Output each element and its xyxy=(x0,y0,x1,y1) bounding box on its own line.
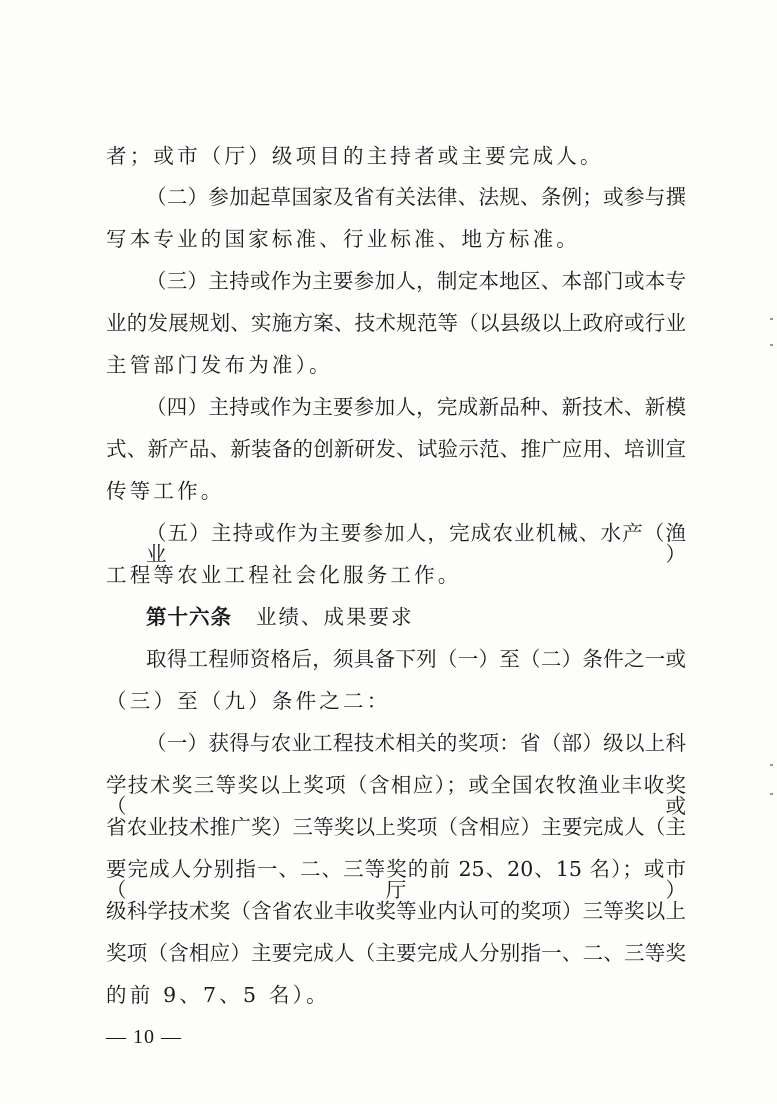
text-line: 奖项（含相应）主要完成人（主要完成人分别指一、二、三等奖 xyxy=(106,941,686,965)
text-line: 式、新产品、新装备的创新研发、试验示范、推广应用、培训宣 xyxy=(106,437,686,461)
text-line: 写本专业的国家标准、行业标准、地方标准。 xyxy=(106,227,580,251)
text-line: 传等工作。 xyxy=(106,479,225,503)
text-line: 的前 9、7、5 名）。 xyxy=(106,983,330,1007)
text-line: （三）主持或作为主要参加人，制定本地区、本部门或本专 xyxy=(146,269,686,293)
scan-mark xyxy=(770,344,773,346)
scan-mark xyxy=(770,793,773,795)
text-line: 学技术奖三等奖以上奖项（含相应）；或全国农牧渔业丰收奖（或 xyxy=(106,773,686,818)
text-line: 要完成人分别指一、二、三等奖的前 25、20、15 名）；或市（厅） xyxy=(106,857,686,902)
text-line: 者；或市（厅）级项目的主持者或主要完成人。 xyxy=(106,144,604,168)
article-title: 业绩、成果要求 xyxy=(256,605,414,629)
text-line: （四）主持或作为主要参加人，完成新品种、新技术、新模 xyxy=(146,395,686,419)
text-line: （一）获得与农业工程技术相关的奖项：省（部）级以上科 xyxy=(146,731,686,755)
page-number: — 10 — xyxy=(106,1026,182,1048)
text-line: 工程等农业工程社会化服务工作。 xyxy=(106,563,462,587)
scan-mark xyxy=(770,318,773,320)
text-line: （三）至（九）条件之二： xyxy=(106,689,391,713)
article-heading xyxy=(146,607,726,628)
text-line: 取得工程师资格后，须具备下列（一）至（二）条件之一或 xyxy=(146,647,686,671)
text-line: 省农业技术推广奖）三等奖以上奖项（含相应）主要完成人（主 xyxy=(106,815,686,839)
text-line: 级科学技术奖（含省农业丰收奖等业内认可的奖项）三等奖以上 xyxy=(106,899,686,923)
text-line: 业的发展规划、实施方案、技术规范等（以县级以上政府或行业 xyxy=(106,311,686,335)
text-line: （二）参加起草国家及省有关法律、法规、条例；或参与撰 xyxy=(146,185,686,209)
scan-mark xyxy=(770,764,773,766)
text-line: （五）主持或作为主要参加人，完成农业机械、水产（渔业） xyxy=(146,521,686,566)
text-line: 主管部门发布为准）。 xyxy=(106,353,333,377)
article-number: 第十六条 xyxy=(146,605,232,629)
